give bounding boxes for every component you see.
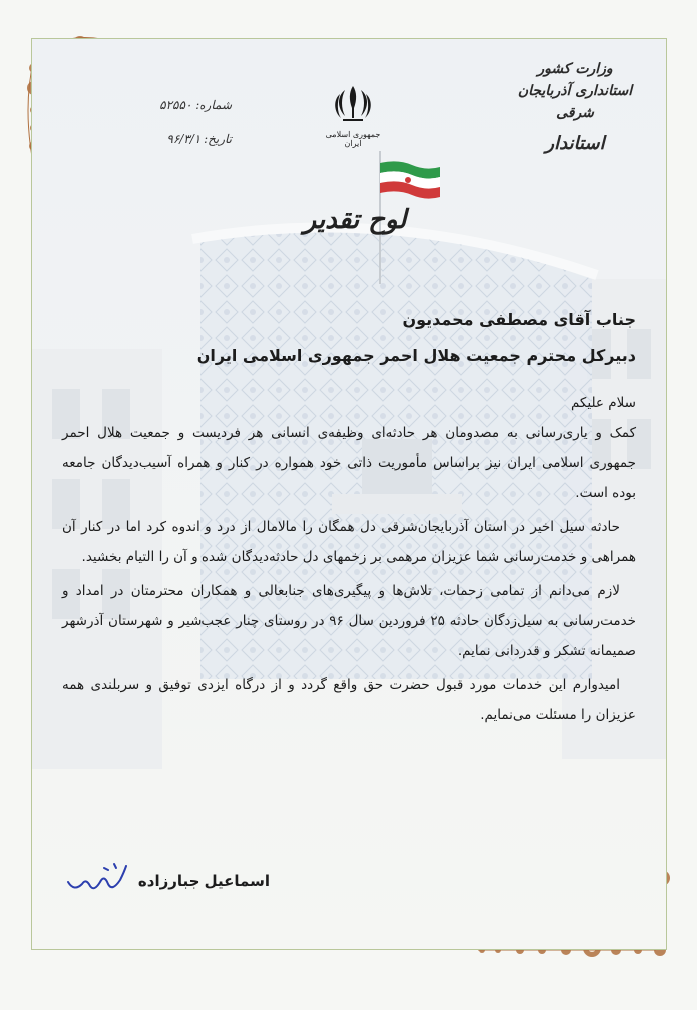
reference-number: [112, 88, 232, 122]
greeting: سلام علیکم: [570, 395, 636, 411]
state-emblem: [318, 82, 388, 148]
number-value: ۵۲۵۵۰: [159, 98, 192, 112]
certificate-body: [62, 302, 636, 730]
office-name: استاندار: [545, 133, 605, 154]
issuer-heading: [500, 58, 650, 164]
paragraph: کمک و یاری‌رسانی به مصدومان هر حادثه‌ای وظیفه‌ی انسانی هر فردیست و جمعیت هلال احمر جمهوری اسلامی ایران نیز براساس مأموریت ذاتی خود همواره در کنار و همراه آسیب‌دیدگان جامعه بوده است.: [62, 425, 636, 501]
number-label: شماره:: [195, 98, 232, 112]
iran-flag: [378, 161, 442, 201]
ministry-name: وزارت کشور: [537, 61, 613, 77]
reference-date: [112, 122, 232, 156]
paragraph: حادثه سیل اخیر در استان آذربایجان‌شرقی دل همگان را مالامال از درد و اندوه کرد اما در کنار آن همراهی و خدمت‌رسانی شما عزیزان مرهمی بر زخمهای دل حادثه‌دیدگان شده و آن را التیام بخشید.: [62, 519, 636, 565]
signer-name: اسماعیل جبارزاده: [137, 872, 270, 890]
emblem-caption: جمهوری اسلامی ایران: [325, 130, 381, 148]
governorate-name: استانداری آذربایجان شرقی: [517, 83, 633, 121]
addressee-name: جناب آقای مصطفی محمدیون: [402, 310, 636, 329]
paragraph: امیدوارم این خدمات مورد قبول حضرت حق واقع گردد و از درگاه ایزدی توفیق و سربلندی همه عزیزان را مسئلت می‌نمایم.: [62, 677, 636, 723]
certificate-title: لوح تقدیر: [303, 205, 407, 235]
date-value: ۹۶/۳/۱: [166, 132, 201, 146]
emblem-icon: [331, 82, 375, 124]
reference-block: [112, 88, 232, 156]
date-label: تاریخ:: [204, 132, 232, 146]
addressee-title: دبیرکل محترم جمعیت هلال احمر جمهوری اسلامی ایران: [196, 346, 636, 365]
paragraph: لازم می‌دانم از تمامی زحمات، تلاش‌ها و پیگیری‌های جنابعالی و همکاران محترمتان در امداد و خدمت‌رسانی به سیل‌زدگان حادثه ۲۵ فروردین سال ۹۶ در روستای چنار عجب‌شیر و شهرستان آذرشهر صمیمانه تشکر و قدردانی نمایم.: [62, 583, 637, 659]
